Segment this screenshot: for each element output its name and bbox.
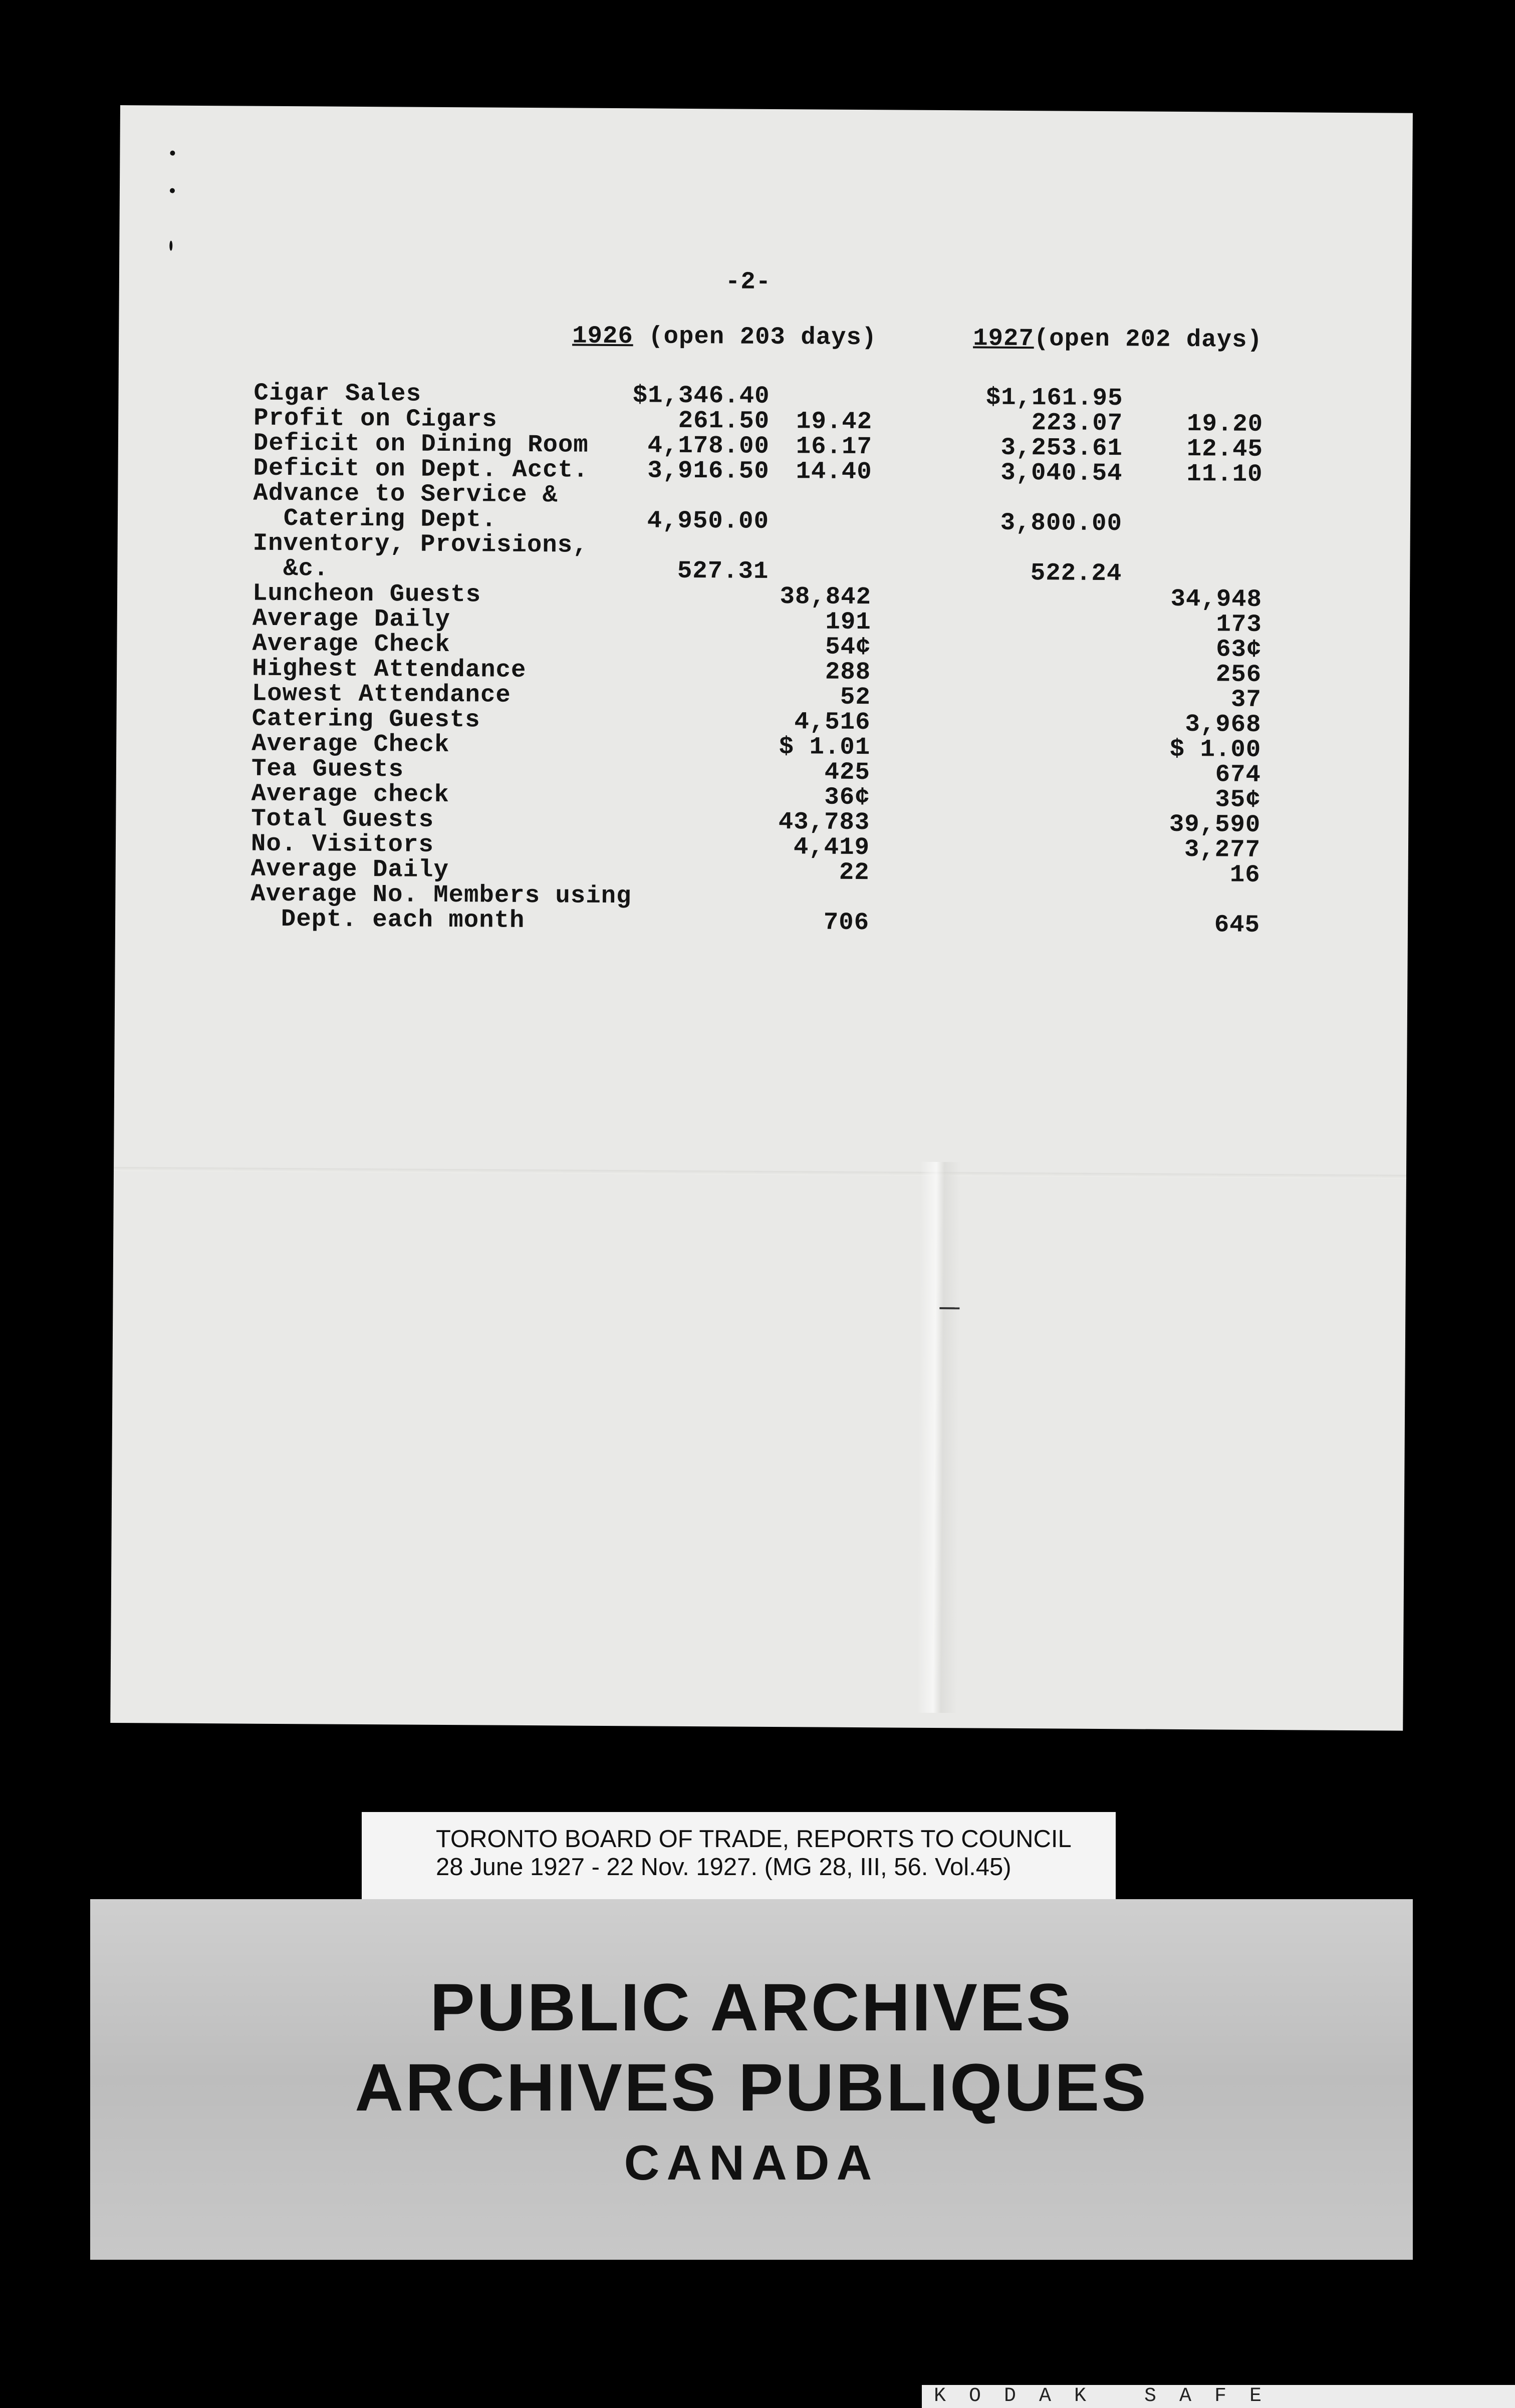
row-label: Inventory, Provisions, [252,529,588,559]
row-value-d: 3,968 [1185,710,1261,739]
year-1926-header [572,324,877,351]
row-value-a: $1,346.40 [632,381,770,410]
row-value-b: 36¢ [824,783,870,812]
row-value-c: $1,161.95 [985,383,1123,413]
board-line-2: ARCHIVES PUBLIQUES [355,2050,1148,2125]
paper-fold [114,1167,1406,1179]
year-1927-note: (open 202 days) [1034,325,1263,354]
row-value-d: $ 1.00 [1169,735,1261,764]
punch-hole [170,188,175,193]
year-1927-header [973,326,1262,353]
page-number: -2- [725,267,772,296]
document-page [110,105,1413,1731]
row-label: Average Daily [252,604,451,634]
row-label: Catering Guests [251,704,480,734]
row-label: &c. [252,554,329,583]
row-label: Highest Attendance [251,654,527,684]
caption-line-1: TORONTO BOARD OF TRADE, REPORTS TO COUNCIL [436,1826,1072,1853]
row-value-d: 16 [1229,860,1260,889]
paper-crease [917,1162,960,1713]
row-value-b: 38,842 [780,582,872,612]
row-value-d: 12.45 [1186,435,1264,463]
punch-hole [169,241,172,251]
row-value-d: 19.20 [1186,410,1264,438]
row-value-a: 4,950.00 [647,506,770,535]
year-1927: 1927 [973,324,1034,353]
row-value-d: 63¢ [1216,635,1262,664]
row-label: No. Visitors [250,829,434,859]
row-value-c: 3,800.00 [1000,508,1123,538]
row-value-b: 706 [823,908,870,937]
row-value-c: 223.07 [1031,409,1123,438]
row-label: Deficit on Dining Room [253,429,589,459]
row-value-b: 288 [825,658,871,687]
row-value-d: 173 [1216,610,1262,639]
row-value-d: 645 [1214,911,1260,939]
row-label: Profit on Cigars [254,404,497,434]
row-value-a: 527.31 [677,556,769,585]
row-value-c: 522.24 [1030,559,1122,588]
row-value-b: 43,783 [778,808,870,837]
row-value-b: $ 1.01 [779,733,871,762]
row-value-a: 3,916.50 [647,456,770,485]
year-1926-note: (open 203 days) [648,322,877,352]
row-label: Cigar Sales [254,379,422,408]
pen-mark [939,1307,959,1309]
row-value-b: 425 [824,758,871,787]
row-value-b: 22 [839,858,870,887]
row-label: Deficit on Dept. Acct. [253,454,589,484]
row-label: Catering Dept. [252,504,497,534]
row-value-d: 35¢ [1215,785,1261,814]
board-line-1: PUBLIC ARCHIVES [430,1970,1073,2045]
board-line-3: CANADA [624,2135,879,2190]
punch-holes [120,105,1413,113]
year-1926: 1926 [572,322,633,351]
row-value-d: 39,590 [1169,810,1261,839]
row-value-b: 191 [825,608,871,637]
row-label: Tea Guests [251,754,404,784]
row-value-b: 4,419 [793,833,870,862]
archives-board [90,1899,1413,2260]
row-label: Dept. each month [250,905,525,935]
row-label: Average Check [251,729,450,759]
row-value-d: 3,277 [1184,835,1261,864]
row-value-b: 16.17 [796,432,873,461]
row-value-a: 261.50 [678,406,770,435]
row-value-d: 11.10 [1186,460,1263,488]
row-value-b: 54¢ [825,633,871,662]
row-label: Advance to Service & [253,479,558,509]
row-value-d: 34,948 [1170,584,1262,614]
row-value-d: 674 [1215,760,1261,789]
row-label: Luncheon Guests [252,579,481,609]
row-value-d: 37 [1230,685,1261,714]
row-label: Average Daily [250,854,449,884]
row-value-b: 52 [840,683,871,712]
row-label: Total Guests [251,804,434,834]
caption-line-2: 28 June 1927 - 22 Nov. 1927. (MG 28, III, 56. Vol.45) [436,1854,1012,1881]
row-value-b: 14.40 [796,457,872,486]
row-value-b: 19.42 [796,407,873,436]
row-value-b: 4,516 [794,708,871,737]
row-label: Lowest Attendance [251,679,511,709]
archive-caption [362,1812,1116,1906]
row-label: Average No. Members using [250,879,632,911]
row-value-c: 3,040.54 [1000,458,1123,488]
row-label: Average check [251,779,450,809]
punch-hole [170,151,175,156]
film-edge-marking: KODAK SAFE [922,2385,1515,2408]
row-value-c: 3,253.61 [1000,433,1123,463]
row-value-a: 4,178.00 [647,431,770,460]
row-value-d: 256 [1215,660,1262,689]
row-label: Average Check [252,629,450,659]
